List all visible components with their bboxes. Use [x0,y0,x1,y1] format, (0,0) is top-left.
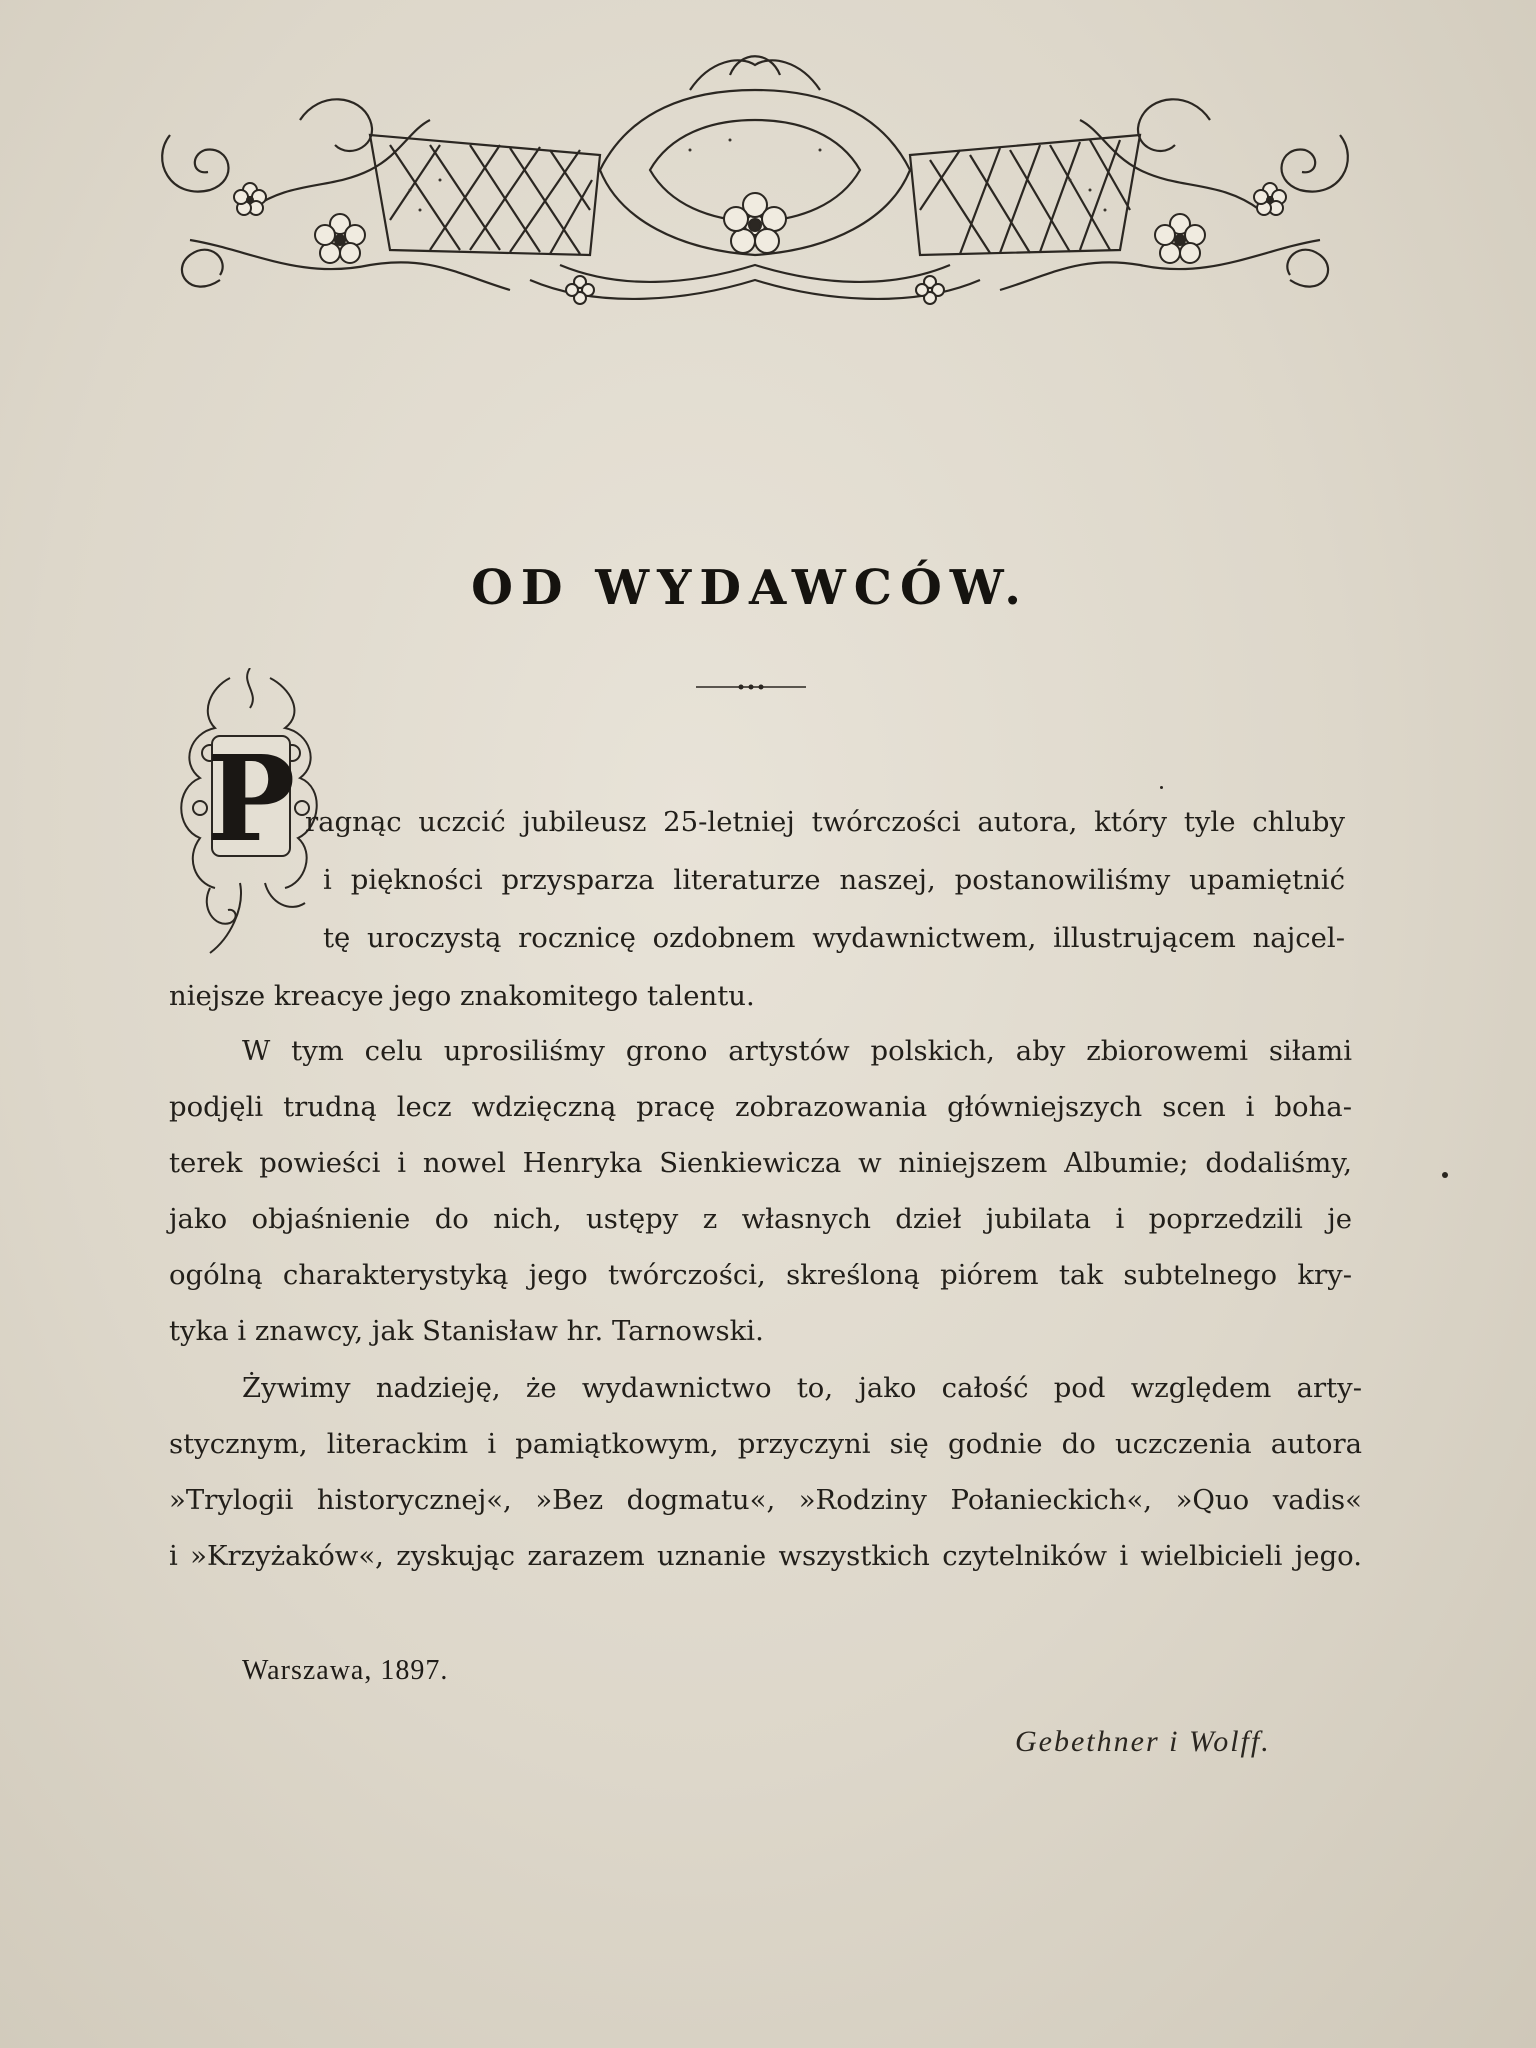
ink-speck [1442,1172,1448,1178]
page-title: OD WYDAWCÓW. [471,560,1029,616]
paragraph-2-line-6: tyka i znawcy, jak Stanisław hr. Tarnowski. [169,1315,764,1347]
paragraph-3-line-4: i »Krzyżaków«, zyskując zarazem uznanie wszystkich czytelników i wielbicieli jego. [169,1540,1362,1572]
paragraph-3-line-3: »Trylogii historycznej«, »Bez dogmatu«, »Rodziny Połanieckich«, »Quo vadis« [169,1484,1362,1516]
decorative-rule [696,680,806,694]
paragraph-2-line-2: podjęli trudną lecz wdzięczną pracę zobrazowania główniejszych scen i boha- [169,1091,1352,1123]
paragraph-3-line-1: Żywimy nadzieję, że wydawnictwo to, jako całość pod względem arty- [242,1372,1362,1404]
paragraph-1-line-4: niejsze kreacye jego znakomitego talentu. [169,980,755,1012]
place-and-date: Warszawa, 1897. [242,1655,449,1686]
ornamental-headpiece [130,50,1380,330]
paragraph-2-line-3: terek powieści i nowel Henryka Sienkiewicza w niniejszem Albumie; dodaliśmy, [169,1147,1352,1179]
ink-speck [1160,786,1163,789]
paragraph-3-line-2: stycznym, literackim i pamiątkowym, przyczyni się godnie do uczczenia autora [169,1428,1362,1460]
paragraph-1-line-1: ragnąc uczcić jubileusz 25-letniej twórczości autora, który tyle chluby [305,806,1345,838]
paragraph-2-line-5: ogólną charakterystyką jego twórczości, skreśloną piórem tak subtelnego kry- [169,1259,1352,1291]
publisher-signature: Gebethner i Wolff. [1015,1725,1271,1758]
paragraph-1-line-2: i piękności przysparza literaturze naszej, postanowiliśmy upamiętnić [323,864,1345,896]
paragraph-2-line-1: W tym celu uprosiliśmy grono artystów polskich, aby zbiorowemi siłami [242,1035,1352,1067]
drop-cap-letter: P [206,729,296,868]
paragraph-1-line-3: tę uroczystą rocznicę ozdobnem wydawnictwem, illustrującem najcel- [323,922,1345,954]
paragraph-2-line-4: jako objaśnienie do nich, ustępy z własnych dzieł jubilata i poprzedzili je [169,1203,1352,1235]
